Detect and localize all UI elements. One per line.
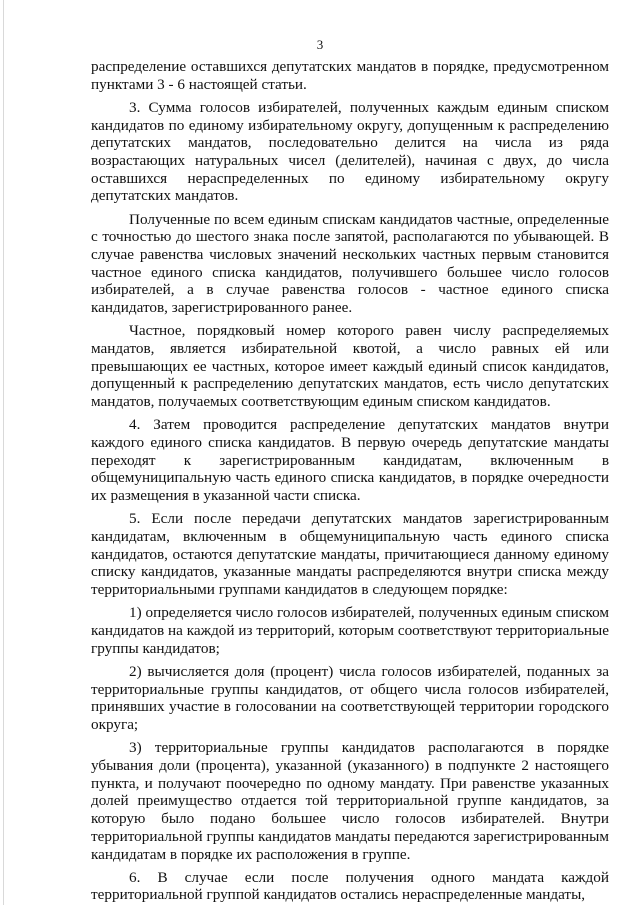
scan-edge-line — [3, 0, 4, 905]
paragraph-item-3: 3. Сумма голосов избирателей, полученных каждым единым списком кандидатов по единому избирательному округу, допущенным к распределению депутатских мандатов, последовательно делится на числа из ряда возрастающих натуральных чисел (делителей), начиная с двух, до числа оставшихся нераспределенных по единому избирательному округу депутатских мандатов. — [91, 98, 609, 205]
paragraph-item-6: 6. В случае если после получения одного мандата каждой территориальной группой кандидатов остались нераспределенные мандаты, — [91, 868, 609, 904]
paragraph-quotients: Полученные по всем единым спискам кандидатов частные, определенные с точностью до шестого знака после запятой, располагаются по убывающей. В случае равенства числовых значений нескольких частных первым становится частное единого списка кандидатов, получившего большее число голосов избирателей, а в случае равенства голосов - частное единого списка кандидатов, зарегистрированного ранее. — [91, 210, 609, 317]
paragraph-item-5: 5. Если после передачи депутатских мандатов зарегистрированным кандидатам, включенным в общемуниципальную часть единого списка кандидатов, остаются депутатские мандаты, причитающиеся данному единому списку кандидатов, указанные мандаты распределяются внутри списка между территориальными группами кандидатов в следующем порядке: — [91, 510, 609, 599]
subitem-3: 3) территориальные группы кандидатов располагаются в порядке убывания доли (процента), указанной (указанного) в подпункте 2 настоящего пункта, и получают поочередно по одному мандату. При равенстве указанных долей преимущество отдается той территориальной группе кандидатов, за которую было подано большее число голосов избирателей. Внутри территориальной группы кандидатов мандаты передаются зарегистрированным кандидатам в порядке их расположения в группе. — [91, 739, 609, 863]
page-number: 3 — [316, 37, 324, 52]
paragraph-continuation: распределение оставшихся депутатских мандатов в порядке, предусмотренном пунктами 3 - 6 настоящей статьи. — [91, 58, 609, 93]
document-body — [91, 58, 609, 910]
subitem-1: 1) определяется число голосов избирателей, полученных единым списком кандидатов на каждой из территорий, которым соответствуют территориальные группы кандидатов; — [91, 604, 609, 657]
subitem-2: 2) вычисляется доля (процент) числа голосов избирателей, поданных за территориальные группы кандидатов, от общего числа голосов избирателей, принявших участие в голосовании на соответствующей территории городского округа; — [91, 663, 609, 734]
paragraph-electoral-quota: Частное, порядковый номер которого равен числу распределяемых мандатов, является избирательной квотой, а число равных ей или превышающих ее частных, которое имеет каждый единый список кандидатов, допущенный к распределению депутатских мандатов, есть число депутатских мандатов, получаемых соответствующим единым списком кандидатов. — [91, 322, 609, 411]
paragraph-item-4: 4. Затем проводится распределение депутатских мандатов внутри каждого единого списка кандидатов. В первую очередь депутатские мандаты переходят к зарегистрированным кандидатам, включенным в общемуниципальную часть единого списка кандидатов, в порядке очередности их размещения в указанной части списка. — [91, 416, 609, 505]
